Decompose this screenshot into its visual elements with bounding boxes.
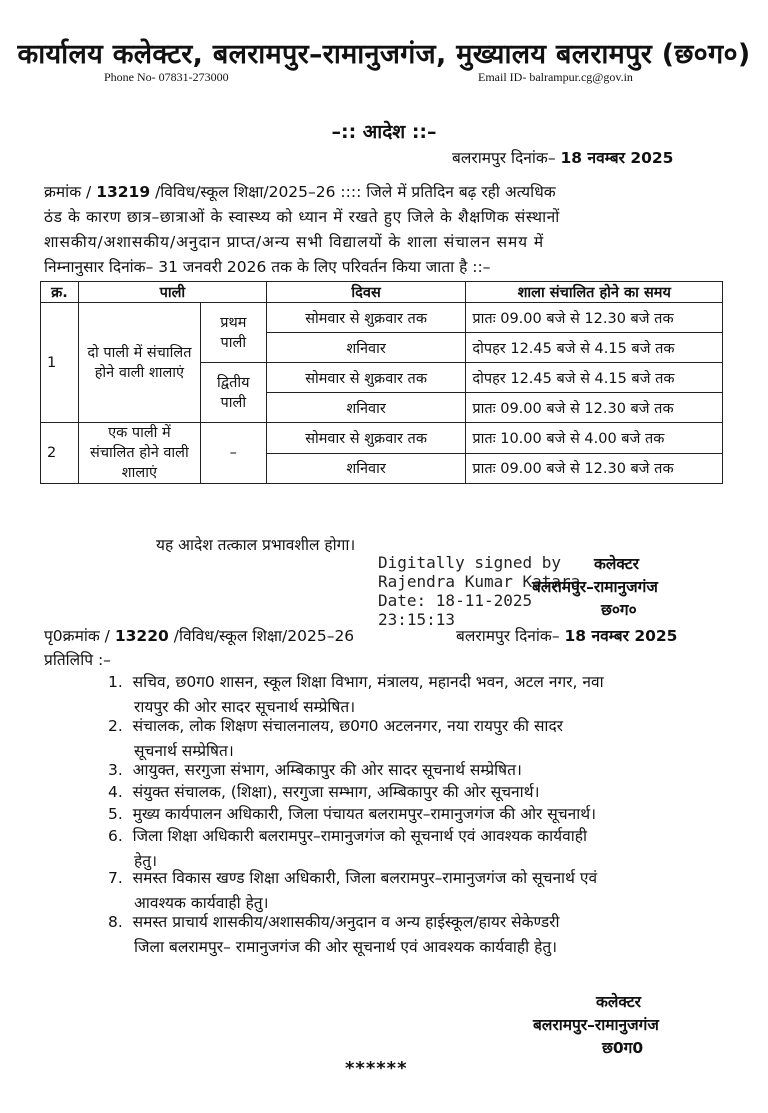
list-line: सचिव, छ0ग0 शासन, स्कूल शिक्षा विभाग, मंत्रालय, महानदी भवन, अटल नगर, नवा — [132, 673, 604, 691]
list-line: मुख्य कार्यपालन अधिकारी, जिला पंचायत बलरामपुर–रामानुजगंज की ओर सूचनार्थ। — [132, 805, 597, 823]
phone-number: Phone No- 07831-273000 — [104, 70, 229, 84]
end-mark: ****** — [345, 1058, 408, 1079]
row2-sno: 2 — [41, 423, 79, 484]
list-item — [108, 780, 539, 802]
table-header-row — [41, 282, 723, 303]
list-item — [108, 866, 597, 913]
digital-signature-line-1: Digitally signed by — [378, 553, 562, 572]
row2-shift: – — [200, 423, 266, 484]
order-line-1 — [44, 180, 556, 202]
list-line: समस्त विकास खण्ड शिक्षा अधिकारी, जिला बलरामपुर–रामानुजगंज को सूचनार्थ एवं — [132, 869, 598, 887]
row1-time-4: प्रातः 09.00 बजे से 12.30 बजे तक — [466, 393, 723, 423]
row2-day-2: शनिवार — [266, 453, 466, 484]
list-item — [108, 670, 604, 717]
signatory-state: छ०ग० — [601, 601, 637, 619]
school-timing-table — [40, 281, 723, 484]
list-line: संचालक, लोक शिक्षण संचालनालय, छ0ग0 अटलनगर, नया रायपुर की सादर — [132, 717, 564, 735]
list-item — [108, 714, 563, 761]
table-row — [41, 423, 723, 454]
list-item — [108, 802, 596, 824]
list-item — [108, 758, 522, 780]
row1-day-4: शनिवार — [266, 393, 466, 423]
list-item — [108, 824, 587, 871]
row1-shift-second: द्वितीय पाली — [200, 363, 266, 423]
email-address: Email ID- balrampur.cg@gov.in — [478, 70, 633, 84]
order-line-1-rest: /विविध/स्कूल शिक्षा/2025–26 :::: जिले में प्रतिदिन बढ़ रही अत्यधिक — [155, 183, 556, 201]
list-number: 5. — [108, 805, 123, 823]
row1-shift-first: प्रथम पाली — [200, 303, 266, 363]
signatory-designation: कलेक्टर — [594, 555, 640, 573]
order-line-4: निम्नानुसार दिनांक– 31 जनवरी 2026 तक के लिए परिवर्तन किया जाता है ::– — [44, 258, 491, 276]
order-line-3: शासकीय/अशासकीय/अनुदान प्राप्त/अन्य सभी विद्यालयों के शाला संचालन समय में — [44, 233, 544, 251]
list-line: जिला बलरामपुर– रामानुजगंज की ओर सूचनार्थ एवं आवश्यक कार्यवाही हेतु। — [134, 938, 558, 956]
order-heading: –:: आदेश ::– — [331, 121, 437, 143]
list-line: हेतु। — [134, 852, 157, 870]
list-number: 1. — [108, 673, 123, 691]
digital-signature-line-3: Date: 18-11-2025 — [378, 591, 533, 610]
header-sno: क्र. — [41, 282, 79, 303]
signatory-place: बलरामपुर–रामानुजगंज — [532, 578, 658, 596]
list-line: सूचनार्थ सम्प्रेषित। — [134, 742, 234, 760]
list-line: आयुक्त, सरगुजा संभाग, अम्बिकापुर की ओर सादर सूचनार्थ सम्प्रेषित। — [132, 761, 522, 779]
row1-time-3: दोपहर 12.45 बजे से 4.15 बजे तक — [466, 363, 723, 393]
row1-sno: 1 — [41, 303, 79, 423]
copy-date-label: बलरामपुर दिनांक– — [456, 627, 560, 645]
copy-number: 13220 — [114, 627, 169, 645]
list-number: 3. — [108, 761, 123, 779]
list-number: 8. — [108, 913, 123, 931]
copy-to-label: प्रतिलिपि :– — [44, 651, 111, 669]
header-day: दिवस — [266, 282, 466, 303]
list-line: जिला शिक्षा अधिकारी बलरामपुर–रामानुजगंज को सूचनार्थ एवं आवश्यक कार्यवाही — [132, 827, 587, 845]
order-number: 13219 — [96, 183, 151, 201]
row1-day-1: सोमवार से शुक्रवार तक — [266, 303, 466, 333]
order-date-label: बलरामपुर दिनांक– — [452, 149, 556, 167]
list-line: आवश्यक कार्यवाही हेतु। — [134, 894, 269, 912]
list-number: 2. — [108, 717, 123, 735]
row2-time-2: प्रातः 09.00 बजे से 12.30 बजे तक — [466, 453, 723, 484]
list-number: 4. — [108, 783, 123, 801]
order-date: 18 नवम्बर 2025 — [560, 149, 674, 167]
list-item — [108, 910, 559, 957]
copy-number-rest: /विविध/स्कूल शिक्षा/2025–26 — [173, 627, 355, 645]
digital-signature-line-4: 23:15:13 — [378, 610, 456, 629]
list-line: संयुक्त संचालक, (शिक्षा), सरगुजा सम्भाग, अम्बिकापुर की ओर सूचनार्थ। — [132, 783, 540, 801]
header-shift: पाली — [78, 282, 266, 303]
order-date-line — [452, 146, 673, 168]
footer-signatory-place: बलरामपुर–रामानुजगंज — [533, 1016, 659, 1034]
list-line: रायपुर की ओर सादर सूचनार्थ सम्प्रेषित। — [134, 698, 356, 716]
copy-date: 18 नवम्बर 2025 — [564, 627, 678, 645]
row1-group: दो पाली में संचालित होने वाली शालाएं — [78, 303, 200, 423]
list-number: 7. — [108, 869, 123, 887]
office-title: कार्यालय कलेक्टर, बलरामपुर–रामानुजगंज, मुख्यालय बलरामपुर (छ०ग०) — [17, 39, 751, 70]
row2-day-1: सोमवार से शुक्रवार तक — [266, 423, 466, 454]
row1-time-2: दोपहर 12.45 बजे से 4.15 बजे तक — [466, 333, 723, 363]
digital-signature-line-2: Rajendra Kumar Katara — [378, 572, 581, 591]
copy-date-line — [456, 624, 677, 646]
order-line-2: ठंड के कारण छात्र–छात्राओं के स्वास्थ्य को ध्यान में रखते हुए जिले के शैक्षणिक संस्थानों — [44, 208, 560, 226]
row2-time-1: प्रातः 10.00 बजे से 4.00 बजे तक — [466, 423, 723, 454]
row1-day-3: सोमवार से शुक्रवार तक — [266, 363, 466, 393]
table-row — [41, 303, 723, 333]
copy-number-prefix: पृ0क्रमांक / — [44, 627, 110, 645]
order-number-prefix: क्रमांक / — [44, 183, 92, 201]
row1-day-2: शनिवार — [266, 333, 466, 363]
list-number: 6. — [108, 827, 123, 845]
row2-group: एक पाली में संचालित होने वाली शालाएं — [78, 423, 200, 484]
footer-signatory-state: छ0ग0 — [602, 1039, 644, 1057]
effective-text: यह आदेश तत्काल प्रभावशील होगा। — [156, 536, 356, 554]
footer-signatory-designation: कलेक्टर — [596, 993, 642, 1011]
header-timing: शाला संचालित होने का समय — [466, 282, 723, 303]
list-line: समस्त प्राचार्य शासकीय/अशासकीय/अनुदान व अन्य हाईस्कूल/हायर सेकेण्डरी — [132, 913, 560, 931]
copy-order-line — [44, 624, 354, 646]
row1-time-1: प्रातः 09.00 बजे से 12.30 बजे तक — [466, 303, 723, 333]
